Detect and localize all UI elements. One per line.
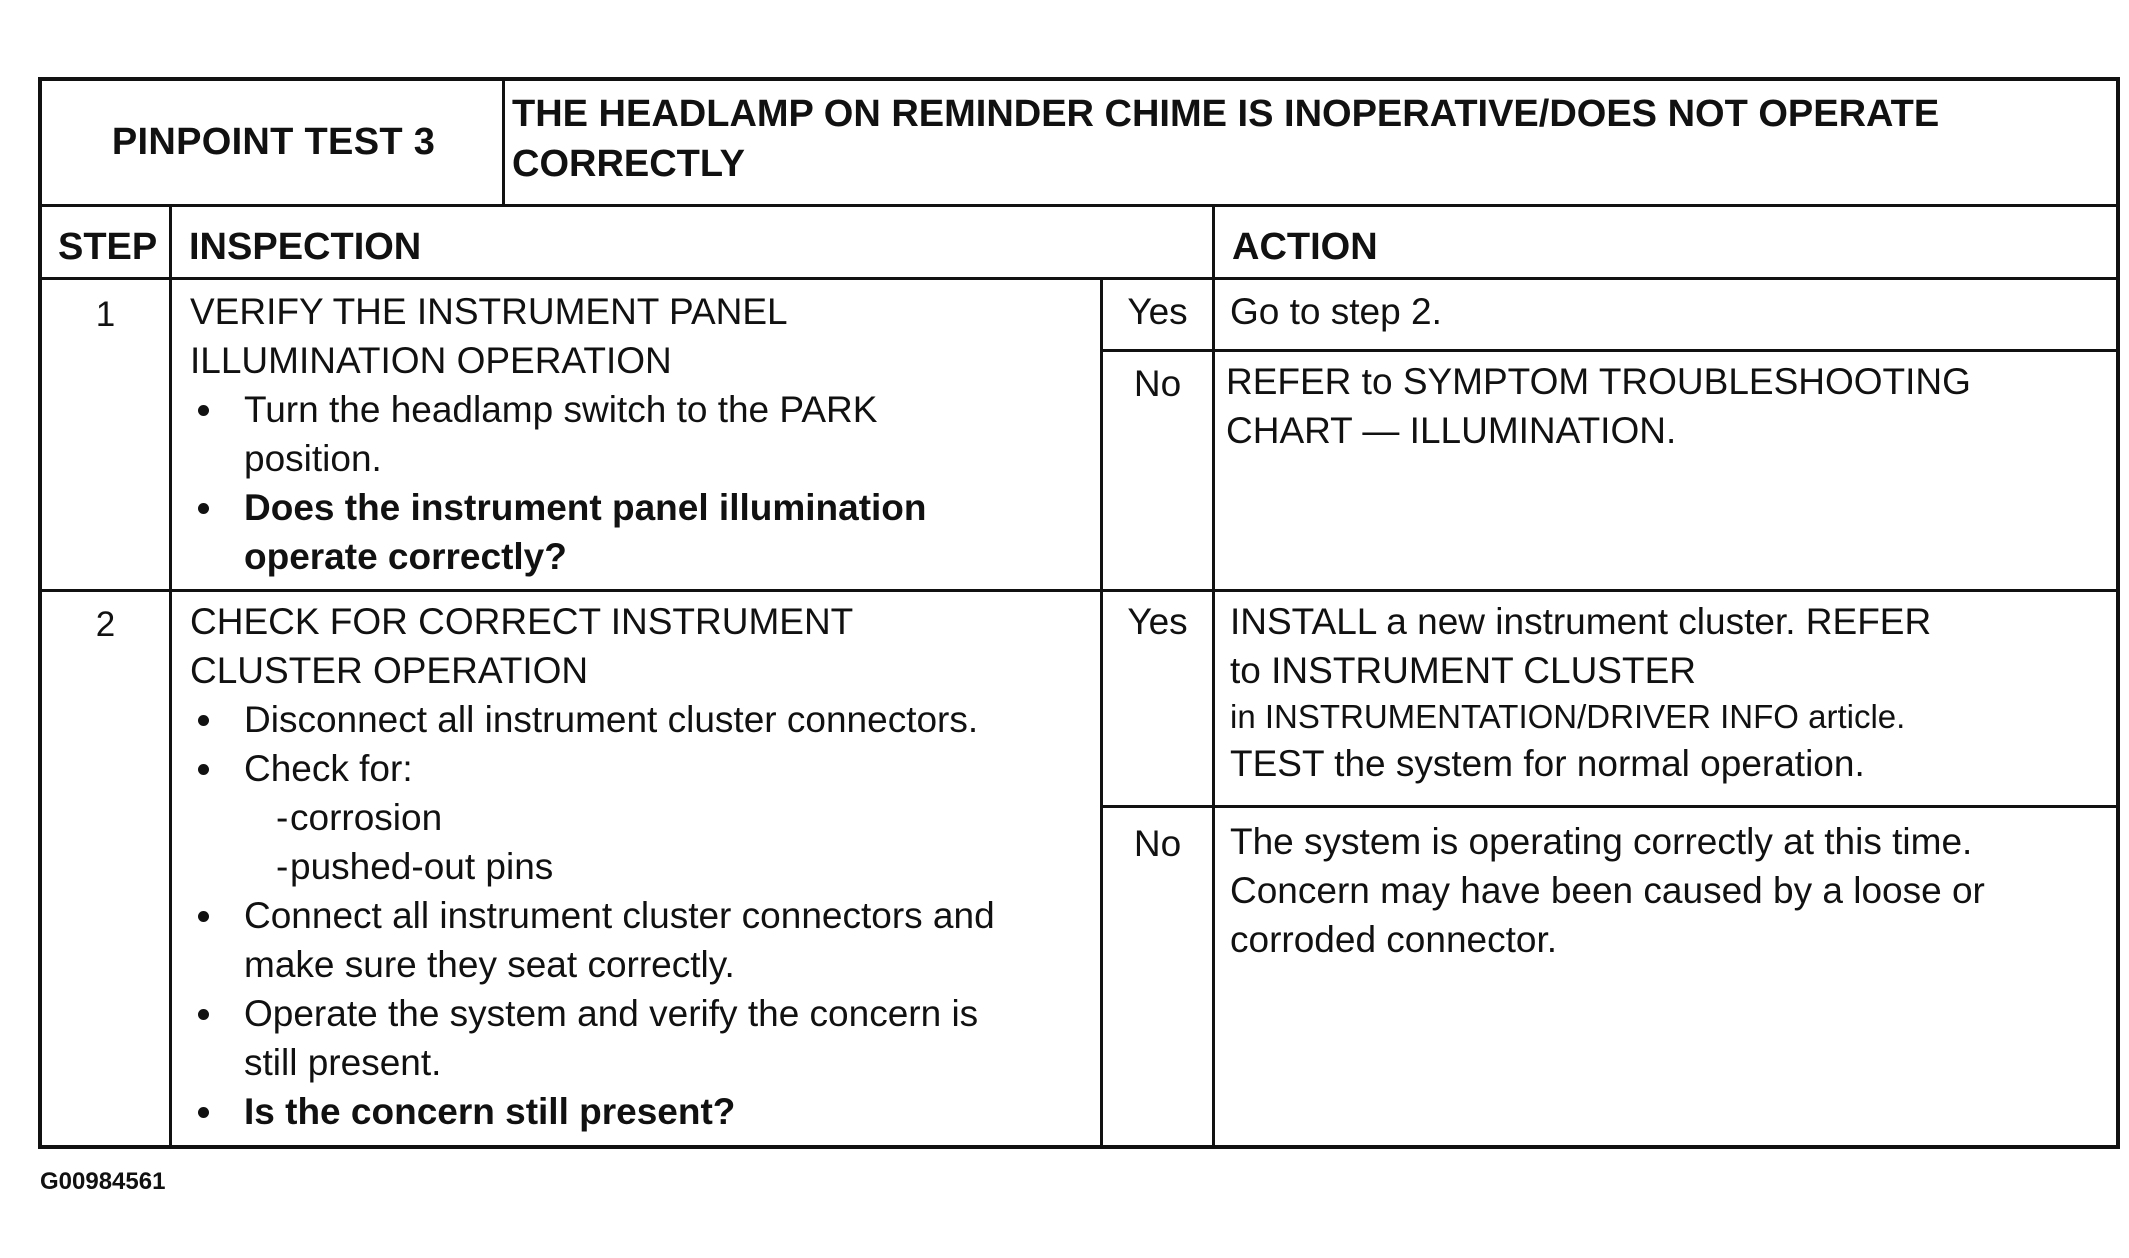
step-1-no-action-line2: CHART — ILLUMINATION. — [1226, 410, 1677, 451]
step-2-no-action-line2: Concern may have been caused by a loose or — [1230, 870, 1985, 911]
title-bottom-rule — [42, 204, 2120, 207]
step-2-yes-action-line2: to INSTRUMENT CLUSTER — [1230, 650, 1696, 691]
step-1-title-line1: VERIFY THE INSTRUMENT PANEL — [190, 291, 788, 332]
step-2-bullet-2: Check for: — [174, 744, 1102, 793]
action-column-divider — [1212, 204, 1215, 1149]
step-2-title-line1: CHECK FOR CORRECT INSTRUMENT — [190, 601, 854, 642]
step-2-bullet-1: Disconnect all instrument cluster connectors. — [174, 695, 1102, 744]
step-2-yes-action — [1230, 597, 2115, 788]
step-column-header: STEP — [58, 225, 158, 268]
test-title-line1: THE HEADLAMP ON REMINDER CHIME IS INOPERATIVE/DOES NOT OPERATE — [512, 93, 1940, 135]
step-column-divider — [169, 204, 172, 1149]
step-2-bullet-3-line2: make sure they seat correctly. — [244, 944, 735, 985]
step-2-yes-label: Yes — [1127, 601, 1188, 642]
pinpoint-test-label: PINPOINT TEST 3 — [111, 121, 436, 163]
action-column-header: ACTION — [1232, 225, 1378, 268]
step-2-yes-action-line3: in INSTRUMENTATION/DRIVER INFO article. — [1230, 698, 1906, 735]
step-2-bullet-3 — [174, 891, 1102, 989]
step1-yes-no-rule — [1100, 349, 2120, 352]
step-2-inspection — [190, 597, 1102, 1136]
test-title — [512, 89, 2102, 189]
step-2-bullet-4 — [174, 989, 1102, 1087]
step-2-yes-action-line1: INSTALL a new instrument cluster. REFER — [1230, 601, 1932, 642]
step-1-title-line2: ILLUMINATION OPERATION — [190, 340, 672, 381]
step-1-number: 1 — [95, 295, 116, 334]
step-1-bullet-1-line1: Turn the headlamp switch to the PARK — [244, 389, 878, 430]
step-2-sub-corrosion: - corrosion — [220, 793, 1102, 842]
step-2-no-label: No — [1133, 823, 1182, 864]
step-1-no-action-line1: REFER to SYMPTOM TROUBLESHOOTING — [1226, 361, 1971, 402]
step-1-no-action — [1226, 357, 2111, 455]
figure-id: G00984561 — [40, 1168, 166, 1195]
step-1-no-label: No — [1133, 363, 1182, 404]
step2-yes-no-rule — [1100, 805, 2120, 808]
step-2-bullet-3-line1: Connect all instrument cluster connectors and — [244, 895, 995, 936]
step-2-sub-pushed-out-pins: - pushed-out pins — [220, 842, 1102, 891]
step-2-no-action-line1: The system is operating correctly at this time. — [1230, 821, 1973, 862]
inspection-column-header: INSPECTION — [189, 225, 422, 268]
step-1-question — [174, 483, 1090, 581]
step-2-no-action-line3: corroded connector. — [1230, 919, 1558, 960]
step-2-bullet-4-line2: still present. — [244, 1042, 442, 1083]
step-1-question-line2: operate correctly? — [244, 536, 567, 577]
step-1-bullet-1 — [174, 385, 1090, 483]
step-2-number: 2 — [95, 605, 116, 644]
step-1-yes-action: Go to step 2. — [1230, 291, 1442, 332]
step1-bottom-rule — [42, 589, 2120, 592]
step-2-yes-action-line4: TEST the system for normal operation. — [1230, 743, 1865, 784]
step-2-title-line2: CLUSTER OPERATION — [190, 650, 589, 691]
step-1-question-line1: Does the instrument panel illumination — [244, 487, 927, 528]
pinpoint-test-table — [38, 77, 2120, 1149]
test-title-line2: CORRECTLY — [512, 143, 745, 185]
step-2-bullet-4-line1: Operate the system and verify the concern is — [244, 993, 979, 1034]
step-2-no-action — [1230, 817, 2115, 964]
step-2-question: Is the concern still present? — [174, 1087, 1102, 1136]
step-1-bullet-1-line2: position. — [244, 438, 382, 479]
step-1-yes-label: Yes — [1127, 291, 1188, 332]
step-1-inspection — [190, 287, 1090, 581]
